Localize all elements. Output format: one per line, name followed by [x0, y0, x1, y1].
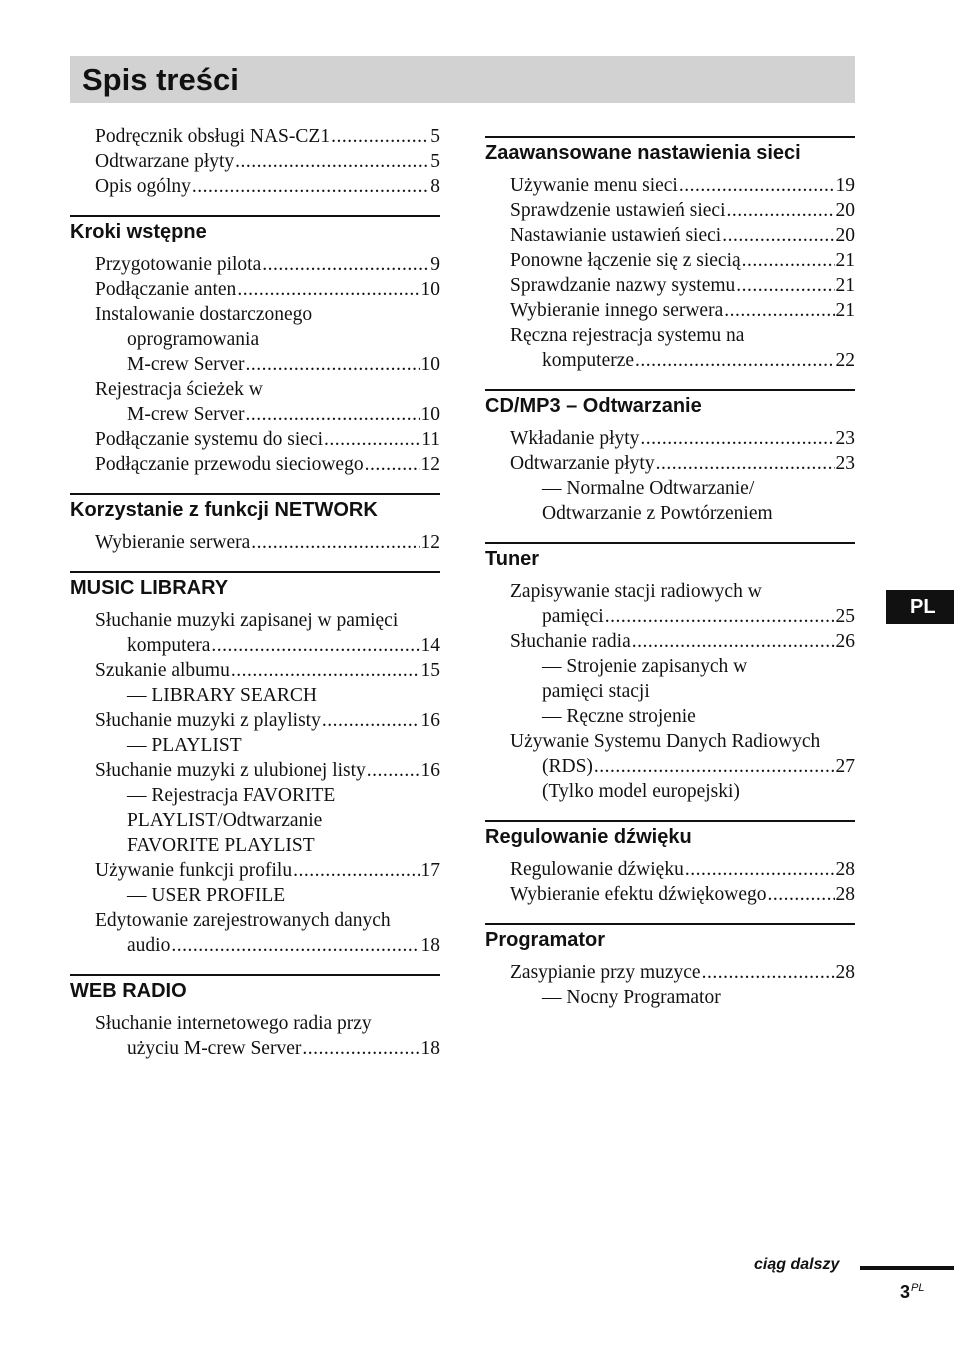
toc-section [485, 923, 855, 1010]
entry-line [510, 960, 855, 985]
leader-dots [635, 348, 834, 373]
toc-entry[interactable] [70, 174, 440, 199]
entry-title: Podręcznik obsługi NAS-CZ1 [95, 126, 331, 147]
leader-dots [251, 530, 419, 555]
entry-title: Opis ogólny [95, 176, 191, 197]
entry-line [95, 174, 440, 199]
toc-section [70, 215, 440, 477]
leader-dots [324, 427, 420, 452]
leader-dots [736, 273, 834, 298]
entry-line [95, 124, 440, 149]
entry-line [510, 298, 855, 323]
entry-page: 18 [420, 1038, 440, 1059]
entry-page: 16 [420, 710, 440, 731]
entry-page: 12 [420, 454, 440, 475]
toc-entry[interactable] [70, 452, 440, 477]
continued-label: ciąg dalszy [754, 1256, 840, 1273]
leader-dots [246, 352, 420, 377]
toc-right-column [485, 136, 855, 1026]
entry-line [510, 348, 855, 373]
entry-line [95, 530, 440, 555]
entry-title: Wybieranie efektu dźwiękowego [510, 884, 767, 905]
entry-line [95, 427, 440, 452]
toc-entry[interactable] [485, 173, 855, 198]
entry-subtitle: Odtwarzanie z Powtórzeniem [542, 503, 773, 524]
entry-page: 26 [835, 631, 855, 652]
entry-title: Sprawdzanie nazwy systemu [510, 275, 736, 296]
page-number-value: 3 [900, 1282, 911, 1302]
toc-entry[interactable] [70, 427, 440, 452]
entry-title: Odtwarzane płyty [95, 151, 235, 172]
entry-page: 10 [420, 404, 440, 425]
section-entries [485, 426, 855, 526]
entry-page: 8 [430, 176, 440, 197]
toc-entry[interactable] [70, 530, 440, 555]
entry-page: 27 [835, 756, 855, 777]
leader-dots [724, 298, 834, 323]
entry-page: 5 [430, 151, 440, 172]
entry-title: komputerze [542, 350, 635, 371]
toc-entry[interactable] [485, 882, 855, 907]
leader-dots [293, 858, 419, 883]
entry-title: Szukanie albumu [95, 660, 230, 681]
entry-line [510, 323, 855, 348]
entry-title: M-crew Server [127, 404, 245, 425]
leader-dots [742, 248, 835, 273]
entry-line [95, 608, 440, 633]
entry-title: Słuchanie radia [510, 631, 631, 652]
entry-page: 16 [420, 760, 440, 781]
leader-dots [322, 708, 420, 733]
entry-page: 21 [835, 300, 855, 321]
entry-subtitle: PLAYLIST/Odtwarzanie [127, 810, 323, 831]
toc-section [70, 974, 440, 1061]
entry-title: Podłączanie anten [95, 279, 237, 300]
entry-line [510, 223, 855, 248]
entry-title: Wybieranie innego serwera [510, 300, 724, 321]
toc-entry[interactable] [485, 629, 855, 729]
toc-section [485, 389, 855, 526]
toc-section [70, 493, 440, 555]
leader-dots [632, 629, 835, 654]
toc-entry[interactable] [485, 857, 855, 882]
entry-line [95, 149, 440, 174]
entry-title: Podłączanie systemu do sieci [95, 429, 323, 450]
entry-subtitle: — Normalne Odtwarzanie/ [542, 478, 755, 499]
language-tab: PL [886, 590, 954, 624]
entry-line [95, 908, 440, 933]
page-number-suffix: PL [911, 1282, 925, 1294]
entry-title: Regulowanie dźwięku [510, 859, 684, 880]
section-heading: Korzystanie z funkcji NETWORK [70, 499, 378, 521]
entry-page: 28 [835, 962, 855, 983]
toc-entry[interactable] [70, 302, 440, 377]
entry-page: 22 [835, 350, 855, 371]
leader-dots [702, 960, 835, 985]
entry-title: Wkładanie płyty [510, 428, 640, 449]
entry-line [510, 604, 855, 629]
page-title: Spis treści [82, 62, 239, 97]
entry-subtitle: — LIBRARY SEARCH [127, 685, 317, 706]
leader-dots [685, 857, 835, 882]
toc-entry[interactable] [485, 451, 855, 526]
toc-entry[interactable] [485, 323, 855, 373]
entry-title: komputera [127, 635, 211, 656]
toc-entry[interactable] [70, 277, 440, 302]
leader-dots [192, 174, 429, 199]
entry-line [95, 277, 440, 302]
toc-left-column [70, 124, 440, 1077]
entry-line [510, 198, 855, 223]
entry-line [95, 327, 440, 352]
entry-line [95, 252, 440, 277]
entry-title: Nastawianie ustawień sieci [510, 225, 722, 246]
toc-entry[interactable] [485, 198, 855, 223]
entry-title: Sprawdzenie ustawień sieci [510, 200, 726, 221]
toc-entry[interactable] [70, 252, 440, 277]
entry-title: audio [127, 935, 171, 956]
section-entries [70, 252, 440, 477]
entry-page: 25 [835, 606, 855, 627]
entry-title: Podłączanie przewodu sieciowego [95, 454, 364, 475]
title-bar [70, 56, 855, 103]
entry-line [95, 933, 440, 958]
leader-dots [231, 658, 420, 683]
leader-dots [367, 758, 420, 783]
entry-line [510, 426, 855, 451]
entry-title: Instalowanie dostarczonego [95, 304, 313, 325]
entry-line [95, 1036, 440, 1061]
entry-title: Rejestracja ścieżek w [95, 379, 263, 400]
entry-subtitle: — Rejestracja FAVORITE [127, 785, 336, 806]
entry-line [510, 882, 855, 907]
toc-entry[interactable] [70, 858, 440, 908]
entry-page: 20 [835, 225, 855, 246]
toc-entry[interactable] [70, 658, 440, 708]
entry-line [95, 858, 440, 883]
entry-line [95, 708, 440, 733]
leader-dots [656, 451, 835, 476]
entry-line [95, 377, 440, 402]
entry-line [95, 658, 440, 683]
entry-page: 12 [420, 532, 440, 553]
entry-line [95, 352, 440, 377]
entry-title: Zapisywanie stacji radiowych w [510, 581, 762, 602]
toc-entry[interactable] [70, 149, 440, 174]
entry-title: Używanie funkcji profilu [95, 860, 293, 881]
entry-title: oprogramowania [127, 329, 260, 350]
section-heading: WEB RADIO [70, 980, 187, 1002]
entry-title: Słuchanie muzyki zapisanej w pamięci [95, 610, 399, 631]
entry-page: 15 [420, 660, 440, 681]
leader-dots [722, 223, 834, 248]
entry-page: 10 [420, 279, 440, 300]
leader-dots [262, 252, 429, 277]
section-heading: Zaawansowane nastawienia sieci [485, 142, 801, 164]
entry-page: 14 [420, 635, 440, 656]
section-entries [485, 960, 855, 1010]
leader-dots [235, 149, 429, 174]
toc-entry[interactable] [485, 298, 855, 323]
leader-dots [727, 198, 835, 223]
entry-page: 17 [420, 860, 440, 881]
section-entries [485, 579, 855, 804]
page-number [900, 1282, 924, 1303]
toc-entry[interactable] [70, 1011, 440, 1061]
toc-entry[interactable] [485, 579, 855, 629]
leader-dots [237, 277, 419, 302]
continued-rule [860, 1266, 954, 1270]
toc-section [70, 571, 440, 958]
entry-subtitle: — Nocny Programator [542, 987, 721, 1008]
section-entries [70, 124, 440, 199]
entry-page: 28 [835, 884, 855, 905]
entry-page: 23 [835, 453, 855, 474]
entry-line [95, 1011, 440, 1036]
entry-subtitle: FAVORITE PLAYLIST [127, 835, 315, 856]
leader-dots [211, 633, 419, 658]
entry-title: Słuchanie internetowego radia przy [95, 1013, 372, 1034]
entry-line [95, 452, 440, 477]
entry-page: 9 [430, 254, 440, 275]
toc-entry[interactable] [485, 273, 855, 298]
entry-page: 18 [420, 935, 440, 956]
section-entries [70, 1011, 440, 1061]
entry-title: Ręczna rejestracja systemu na [510, 325, 745, 346]
entry-title: Słuchanie muzyki z playlisty [95, 710, 321, 731]
section-heading: Tuner [485, 548, 540, 570]
entry-line [95, 302, 440, 327]
toc-entry[interactable] [70, 708, 440, 758]
entry-page: 21 [835, 275, 855, 296]
toc-entry[interactable] [70, 124, 440, 149]
entry-line [510, 173, 855, 198]
section-entries [70, 608, 440, 958]
entry-page: 19 [835, 175, 855, 196]
toc-entry[interactable] [485, 960, 855, 1010]
entry-title: Edytowanie zarejestrowanych danych [95, 910, 391, 931]
toc-entry[interactable] [485, 223, 855, 248]
toc-section [485, 136, 855, 373]
entry-page: 28 [835, 859, 855, 880]
toc-entry[interactable] [70, 608, 440, 658]
entry-title: Używanie menu sieci [510, 175, 678, 196]
entry-page: 11 [421, 429, 440, 450]
entry-subtitle: — PLAYLIST [127, 735, 242, 756]
section-heading: Kroki wstępne [70, 221, 207, 243]
leader-dots [605, 604, 835, 629]
leader-dots [365, 452, 420, 477]
leader-dots [171, 933, 419, 958]
entry-title: Wybieranie serwera [95, 532, 251, 553]
toc-entry[interactable] [485, 426, 855, 451]
entry-page: 23 [835, 428, 855, 449]
entry-line [95, 402, 440, 427]
toc-entry[interactable] [485, 729, 855, 804]
entry-title: pamięci [542, 606, 604, 627]
toc-entry[interactable] [70, 377, 440, 427]
leader-dots [246, 402, 420, 427]
entry-title: Zasypianie przy muzyce [510, 962, 701, 983]
toc-entry[interactable] [70, 758, 440, 858]
section-entries [485, 173, 855, 373]
entry-page: 21 [835, 250, 855, 271]
entry-title: użyciu M-crew Server [127, 1038, 302, 1059]
entry-title: Ponowne łączenie się z siecią [510, 250, 741, 271]
entry-page: 20 [835, 200, 855, 221]
entry-line [510, 857, 855, 882]
entry-title: Używanie Systemu Danych Radiowych [510, 731, 821, 752]
entry-title: Odtwarzanie płyty [510, 453, 655, 474]
section-heading: MUSIC LIBRARY [70, 577, 229, 599]
entry-subtitle: — USER PROFILE [127, 885, 286, 906]
leader-dots [679, 173, 835, 198]
entry-line [510, 729, 855, 754]
toc-entry[interactable] [70, 908, 440, 958]
entry-title: Słuchanie muzyki z ulubionej listy [95, 760, 366, 781]
entry-line [510, 248, 855, 273]
entry-title: M-crew Server [127, 354, 245, 375]
entry-page: 5 [430, 126, 440, 147]
leader-dots [302, 1036, 419, 1061]
toc-section [70, 124, 440, 199]
leader-dots [640, 426, 834, 451]
entry-title: Przygotowanie pilota [95, 254, 262, 275]
entry-subtitle: (Tylko model europejski) [542, 781, 740, 802]
section-entries [485, 857, 855, 907]
section-heading: CD/MP3 – Odtwarzanie [485, 395, 702, 417]
toc-section [485, 820, 855, 907]
leader-dots [768, 882, 835, 907]
entry-title: (RDS) [542, 756, 593, 777]
leader-dots [594, 754, 835, 779]
leader-dots [331, 124, 429, 149]
entry-subtitle: pamięci stacji [542, 681, 650, 702]
toc-section [485, 542, 855, 804]
entry-line [95, 633, 440, 658]
entry-line [95, 758, 440, 783]
section-entries [70, 530, 440, 555]
entry-page: 10 [420, 354, 440, 375]
entry-subtitle: — Ręczne strojenie [542, 706, 696, 727]
entry-line [510, 273, 855, 298]
entry-line [510, 754, 855, 779]
entry-line [510, 579, 855, 604]
section-heading: Regulowanie dźwięku [485, 826, 692, 848]
entry-subtitle: — Strojenie zapisanych w [542, 656, 748, 677]
entry-line [510, 629, 855, 654]
entry-line [510, 451, 855, 476]
toc-entry[interactable] [485, 248, 855, 273]
section-heading: Programator [485, 929, 606, 951]
